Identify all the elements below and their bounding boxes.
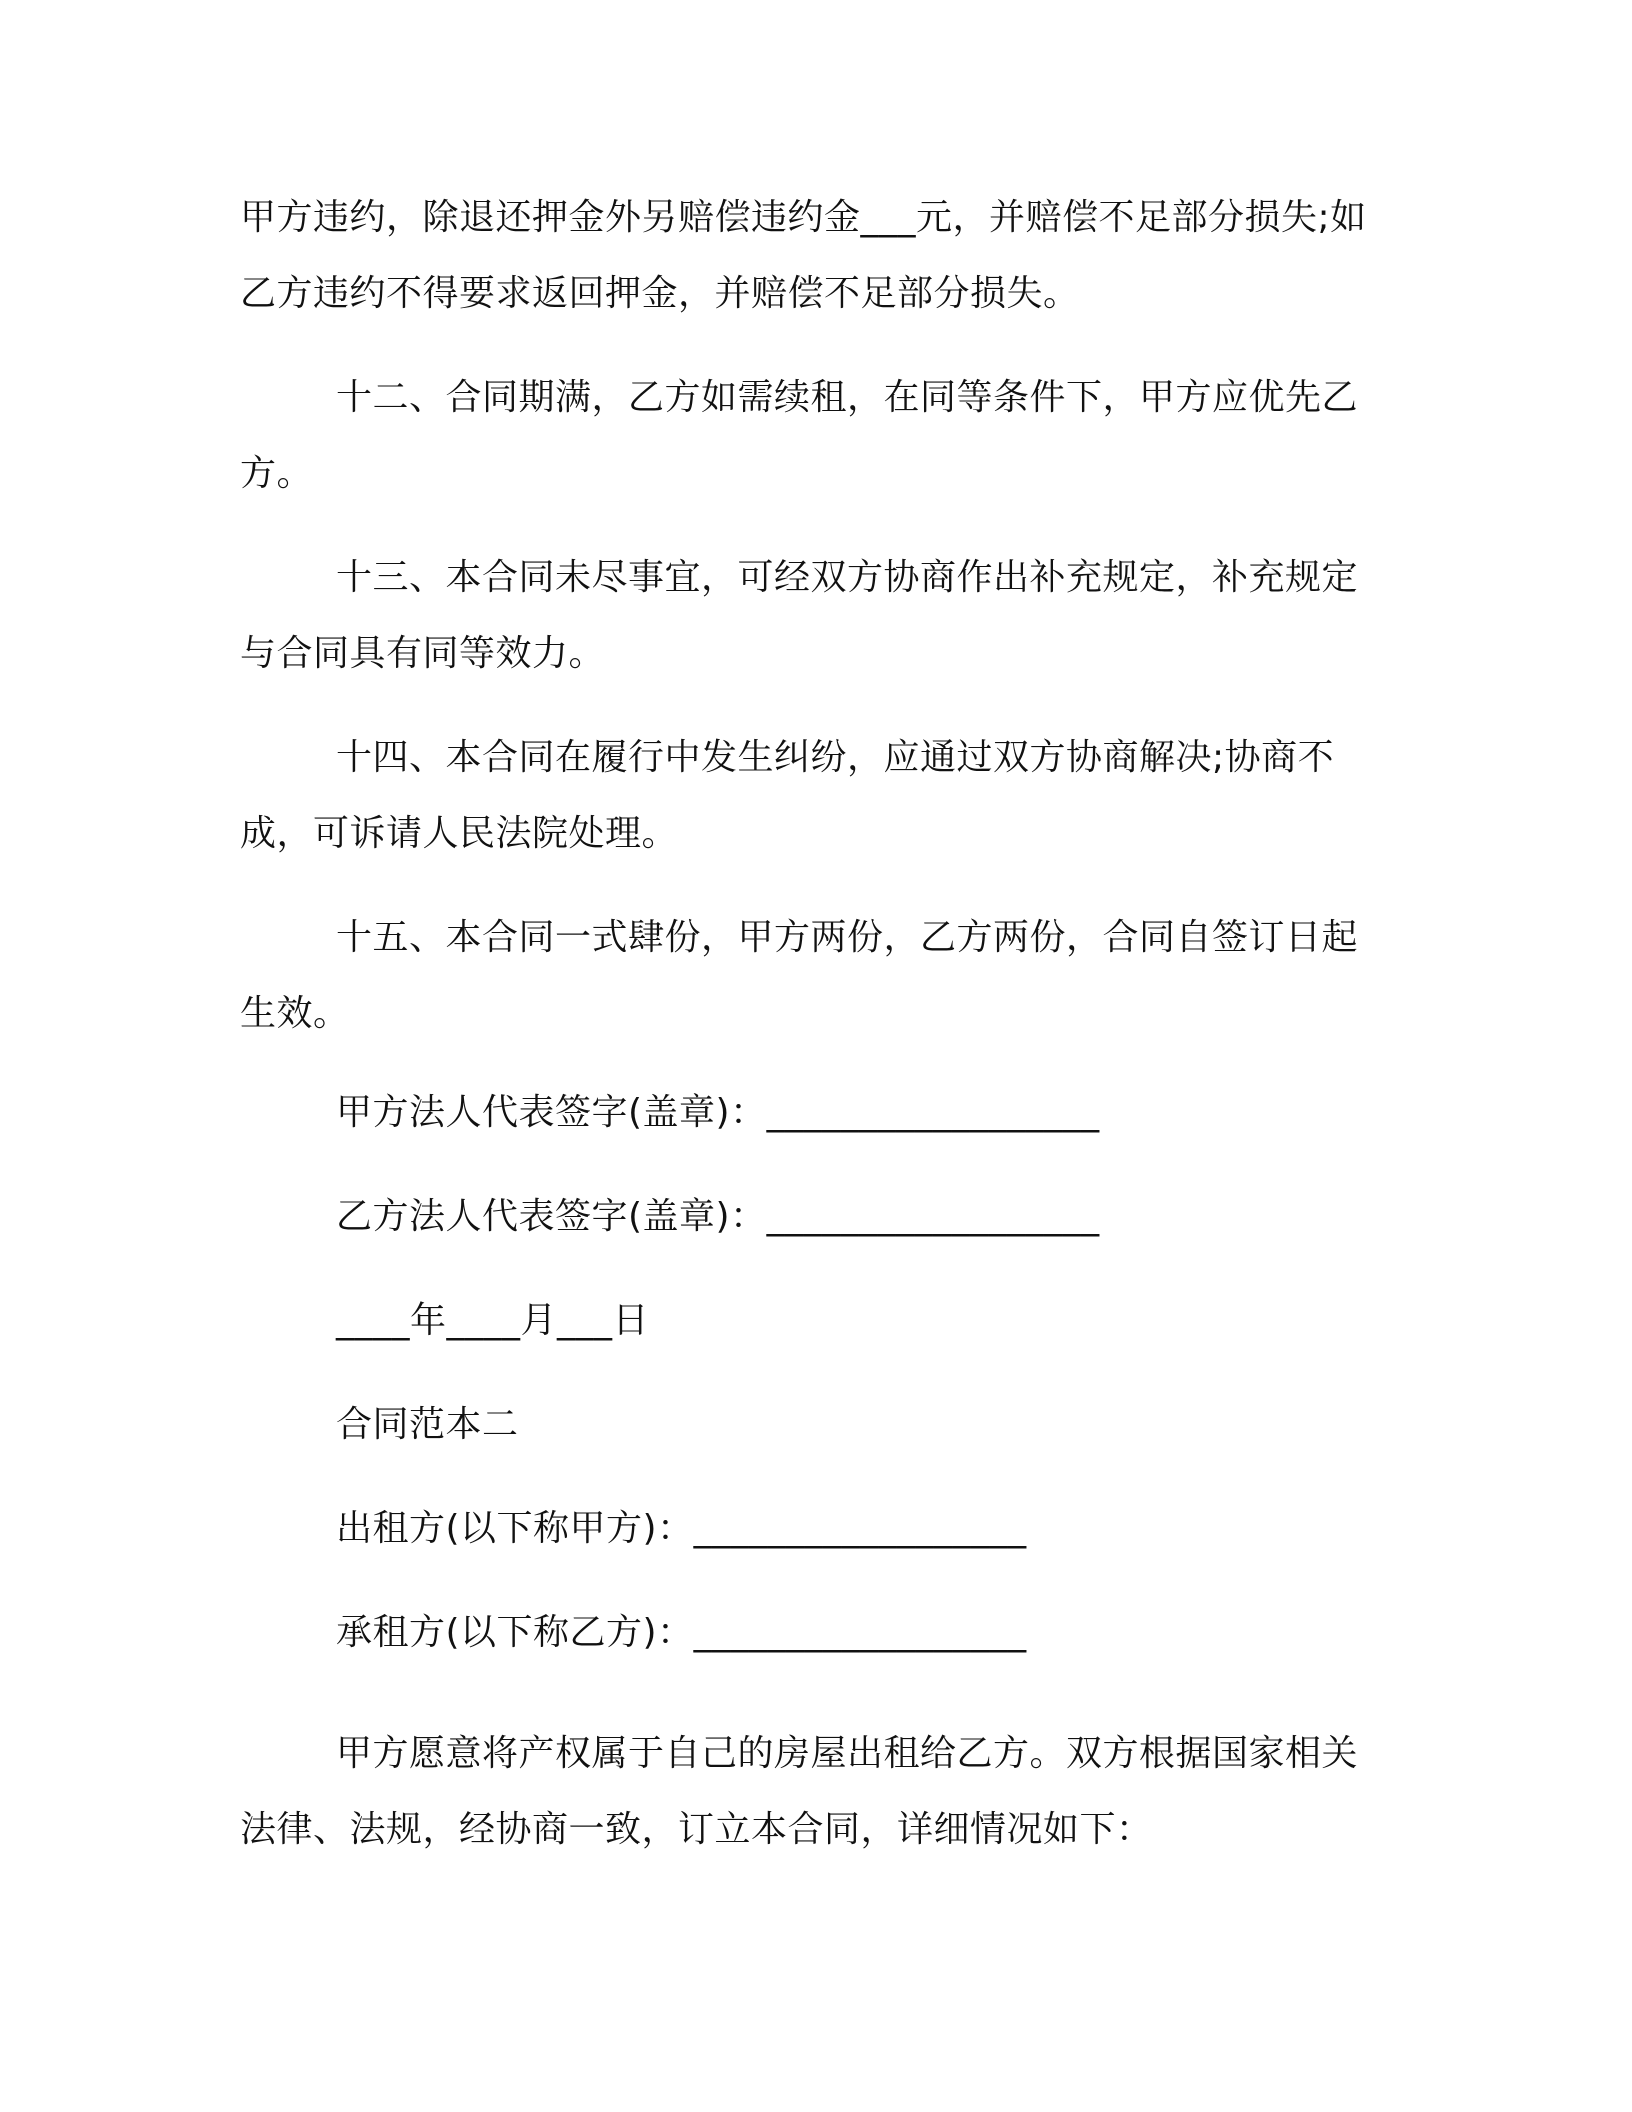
- clause-12: 十二、合同期满，乙方如需续租，在同等条件下，甲方应优先乙方。: [240, 377, 1359, 494]
- date-line: ____年____月___日: [336, 1300, 650, 1341]
- lessor-line: 出租方(以下称甲方)：__________________: [336, 1508, 1027, 1549]
- signature-party-b: 乙方法人代表签字(盖章)：__________________: [336, 1196, 1100, 1237]
- paragraph-penalty-continued: 甲方违约，除退还押金外另赔偿违约金___元，并赔偿不足部分损失;如乙方违约不得要求返回押金，并赔偿不足部分损失。: [240, 197, 1367, 314]
- template-2-title: 合同范本二: [336, 1404, 519, 1445]
- signature-party-a: 甲方法人代表签字(盖章)：__________________: [336, 1092, 1100, 1133]
- clause-14: 十四、本合同在履行中发生纠纷，应通过双方协商解决;协商不成，可诉请人民法院处理。: [240, 737, 1335, 854]
- clause-13: 十三、本合同未尽事宜，可经双方协商作出补充规定，补充规定与合同具有同等效力。: [240, 557, 1359, 674]
- intro-paragraph: 甲方愿意将产权属于自己的房屋出租给乙方。双方根据国家相关法律、法规，经协商一致，订立本合同，详细情况如下：: [240, 1733, 1359, 1850]
- clause-15: 十五、本合同一式肆份，甲方两份，乙方两份，合同自签订日起生效。: [240, 917, 1359, 1034]
- lessee-line: 承租方(以下称乙方)：__________________: [336, 1612, 1027, 1653]
